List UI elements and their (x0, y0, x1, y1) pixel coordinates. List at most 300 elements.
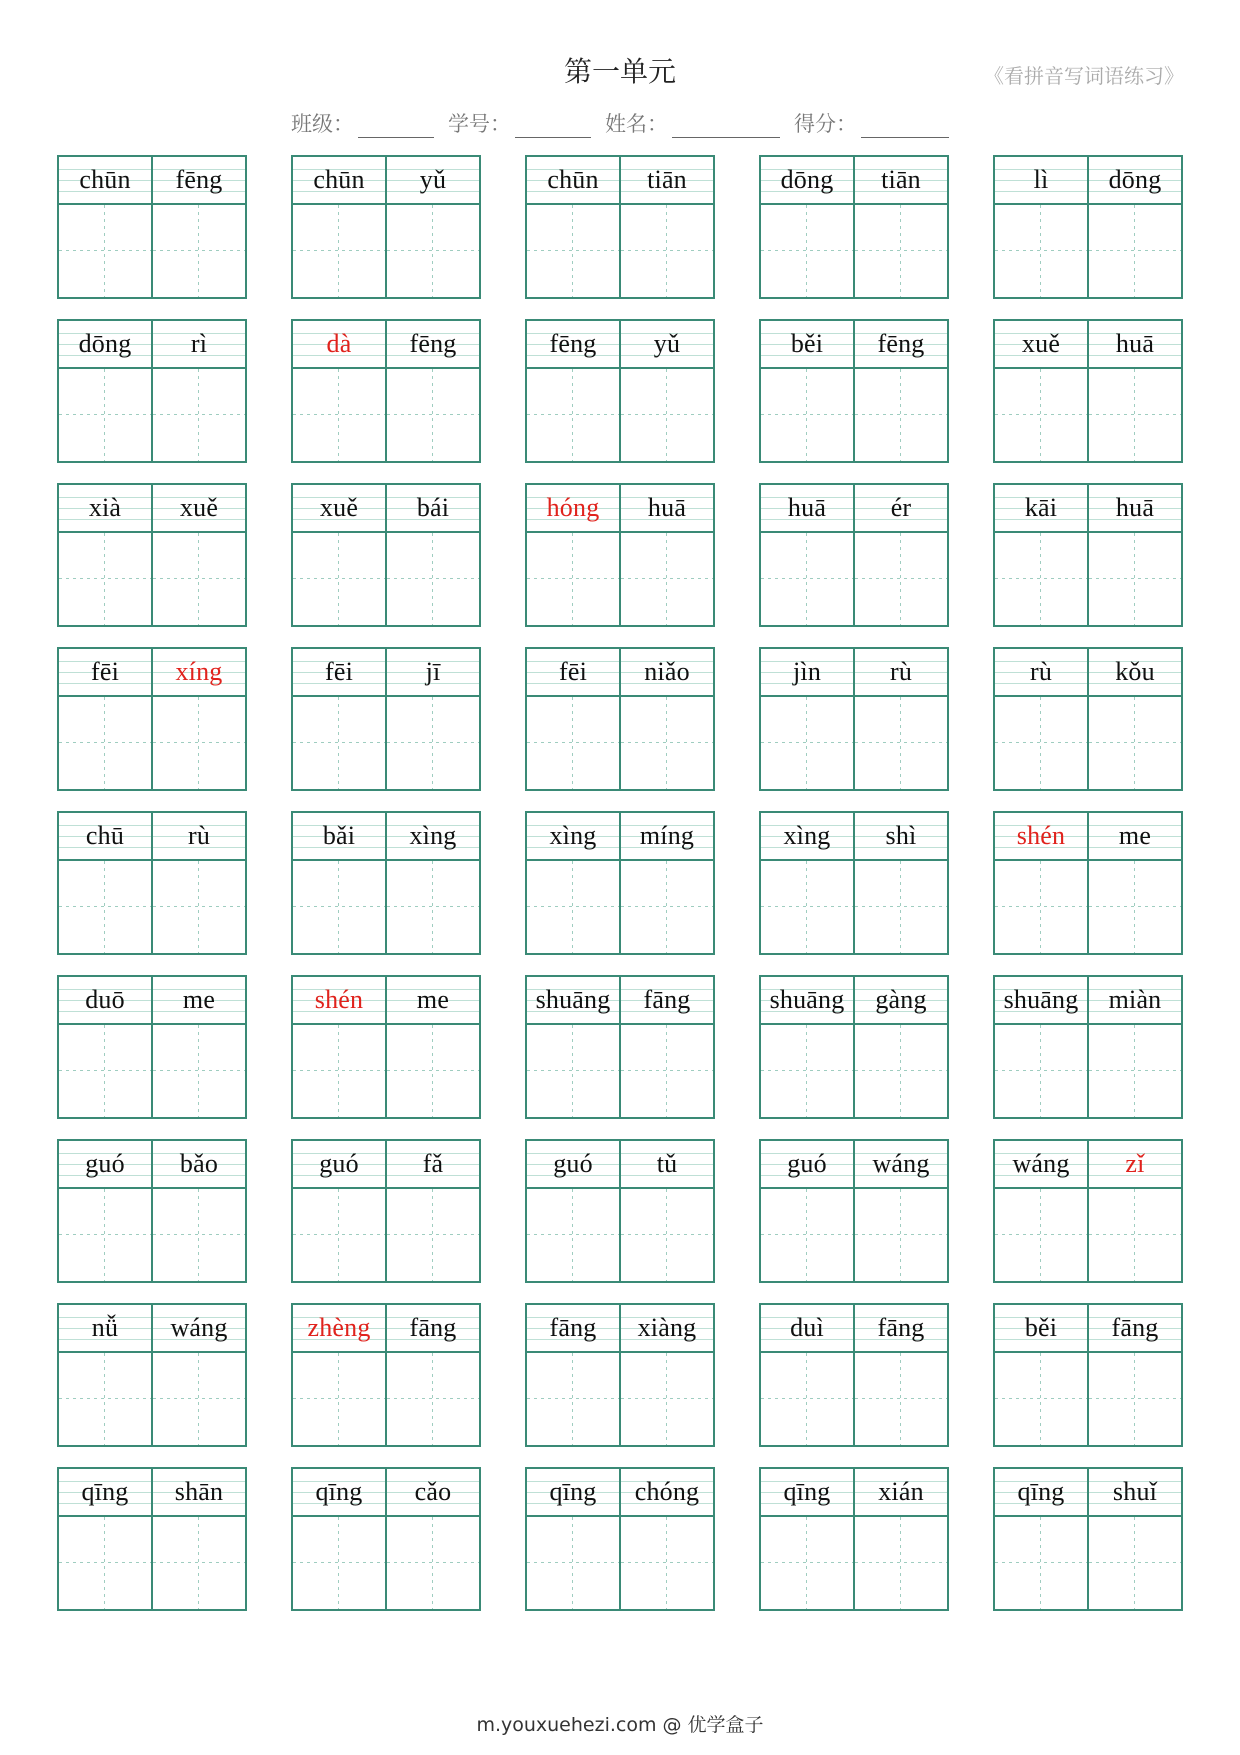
writing-row (527, 205, 713, 297)
pinyin-syllable: rù (889, 657, 913, 686)
character-writing-box[interactable] (1089, 697, 1181, 789)
character-writing-box[interactable] (527, 861, 621, 953)
character-writing-box[interactable] (59, 1189, 153, 1281)
pinyin-row (59, 485, 245, 533)
pinyin-row (527, 649, 713, 697)
pinyin-row (293, 1469, 479, 1517)
pinyin-syllable: shén (293, 977, 387, 1023)
character-writing-box[interactable] (387, 697, 479, 789)
pinyin-syllable: shuāng (527, 977, 621, 1023)
word-card (291, 811, 481, 955)
character-writing-box[interactable] (855, 369, 947, 461)
character-writing-box[interactable] (153, 1025, 245, 1117)
character-writing-box[interactable] (621, 697, 713, 789)
pinyin-row (293, 1305, 479, 1353)
writing-row (59, 533, 245, 625)
character-writing-box[interactable] (59, 697, 153, 789)
pinyin-row (293, 813, 479, 861)
student-id-label: 学号： (448, 112, 511, 136)
character-writing-box[interactable] (387, 1025, 479, 1117)
footer-credit: m.youxuehezi.com @ 优学盒子 (476, 1714, 764, 1736)
character-writing-box[interactable] (293, 1353, 387, 1445)
student-id-field[interactable] (448, 108, 591, 138)
writing-row (995, 861, 1181, 953)
character-writing-box[interactable] (621, 1353, 713, 1445)
character-writing-box[interactable] (387, 369, 479, 461)
character-writing-box[interactable] (1089, 533, 1181, 625)
pinyin-row (59, 1141, 245, 1189)
word-card (759, 319, 949, 463)
pinyin-syllable: xíng (175, 657, 223, 686)
pinyin-syllable: shuǐ (1112, 1477, 1158, 1506)
character-writing-box[interactable] (293, 1517, 387, 1609)
character-writing-box[interactable] (387, 861, 479, 953)
character-writing-box[interactable] (1089, 369, 1181, 461)
class-field[interactable] (291, 108, 434, 138)
writing-row (59, 1189, 245, 1281)
character-writing-box[interactable] (761, 369, 855, 461)
pinyin-row (995, 1469, 1181, 1517)
character-writing-box[interactable] (761, 697, 855, 789)
worksheet-subtitle: 《看拼音写词语练习》 (984, 64, 1184, 88)
pinyin-row (293, 485, 479, 533)
word-card (759, 647, 949, 791)
pinyin-syllable: shān (174, 1477, 224, 1506)
pinyin-syllable: xìng (527, 813, 621, 859)
character-writing-box[interactable] (761, 1025, 855, 1117)
word-card (291, 319, 481, 463)
pinyin-row (59, 157, 245, 205)
character-writing-box[interactable] (1089, 205, 1181, 297)
pinyin-row (59, 813, 245, 861)
score-label: 得分： (794, 112, 857, 136)
pinyin-syllable: huā (761, 485, 855, 531)
pinyin-row (293, 157, 479, 205)
character-writing-box[interactable] (153, 533, 245, 625)
writing-row (527, 1189, 713, 1281)
pinyin-syllable: bǎi (293, 813, 387, 859)
pinyin-syllable: rù (995, 649, 1089, 695)
name-blank[interactable] (672, 115, 780, 138)
pinyin-syllable: xìng (409, 821, 457, 850)
word-card (525, 1139, 715, 1283)
name-field[interactable] (605, 108, 780, 138)
word-card (525, 647, 715, 791)
character-writing-box[interactable] (293, 697, 387, 789)
writing-row (761, 1517, 947, 1609)
pinyin-syllable: tǔ (656, 1149, 678, 1178)
word-card (993, 155, 1183, 299)
character-writing-box[interactable] (1089, 861, 1181, 953)
character-writing-box[interactable] (855, 1353, 947, 1445)
pinyin-row (59, 321, 245, 369)
character-writing-box[interactable] (761, 205, 855, 297)
writing-row (995, 1025, 1181, 1117)
pinyin-syllable: huā (1115, 329, 1155, 358)
word-card (759, 1467, 949, 1611)
writing-row (761, 697, 947, 789)
pinyin-row (527, 1469, 713, 1517)
pinyin-row (995, 157, 1181, 205)
pinyin-syllable: dōng (1108, 165, 1162, 194)
writing-row (527, 697, 713, 789)
word-card (993, 1303, 1183, 1447)
pinyin-syllable: fāng (527, 1305, 621, 1351)
pinyin-syllable: fēi (527, 649, 621, 695)
character-writing-box[interactable] (621, 205, 713, 297)
pinyin-syllable: fēi (59, 649, 153, 695)
pinyin-syllable: fāng (877, 1313, 925, 1342)
writing-row (527, 861, 713, 953)
writing-row (293, 1353, 479, 1445)
pinyin-row (761, 813, 947, 861)
writing-row (293, 369, 479, 461)
writing-row (59, 1025, 245, 1117)
pinyin-row (761, 1469, 947, 1517)
pinyin-syllable: fāng (409, 1313, 457, 1342)
character-writing-box[interactable] (387, 1353, 479, 1445)
character-writing-box[interactable] (153, 861, 245, 953)
pinyin-syllable: míng (639, 821, 695, 850)
pinyin-row (527, 1141, 713, 1189)
writing-row (293, 1025, 479, 1117)
pinyin-row (527, 321, 713, 369)
character-writing-box[interactable] (855, 205, 947, 297)
writing-row (59, 205, 245, 297)
pinyin-row (761, 1141, 947, 1189)
character-writing-box[interactable] (621, 1025, 713, 1117)
pinyin-syllable: shuāng (761, 977, 855, 1023)
pinyin-row (761, 977, 947, 1025)
pinyin-syllable: lì (995, 157, 1089, 203)
pinyin-syllable: ér (890, 493, 912, 522)
character-writing-box[interactable] (761, 533, 855, 625)
word-card (291, 483, 481, 627)
character-writing-box[interactable] (59, 1353, 153, 1445)
character-writing-box[interactable] (855, 1189, 947, 1281)
pinyin-syllable: xián (878, 1477, 924, 1506)
word-card (993, 647, 1183, 791)
pinyin-syllable: guó (761, 1141, 855, 1187)
character-writing-box[interactable] (995, 1353, 1089, 1445)
word-card (291, 647, 481, 791)
character-writing-box[interactable] (59, 1025, 153, 1117)
character-writing-box[interactable] (527, 533, 621, 625)
character-writing-box[interactable] (995, 369, 1089, 461)
pinyin-syllable: nǚ (59, 1305, 153, 1351)
pinyin-syllable: xìng (761, 813, 855, 859)
pinyin-syllable: huā (647, 493, 687, 522)
character-writing-box[interactable] (387, 533, 479, 625)
pinyin-syllable: me (416, 985, 450, 1014)
writing-row (761, 369, 947, 461)
pinyin-syllable: fēng (877, 329, 925, 358)
character-writing-box[interactable] (293, 1189, 387, 1281)
word-card (993, 483, 1183, 627)
writing-row (761, 1353, 947, 1445)
word-card (993, 1467, 1183, 1611)
pinyin-syllable: guó (293, 1141, 387, 1187)
word-card (759, 1303, 949, 1447)
pinyin-syllable: kāi (995, 485, 1089, 531)
writing-row (995, 533, 1181, 625)
writing-row (995, 1517, 1181, 1609)
word-card (57, 483, 247, 627)
character-writing-box[interactable] (293, 861, 387, 953)
page-title: 第一单元 (563, 55, 676, 88)
writing-row (293, 205, 479, 297)
character-writing-box[interactable] (153, 697, 245, 789)
character-writing-box[interactable] (527, 697, 621, 789)
word-card (993, 319, 1183, 463)
pinyin-syllable: yǔ (419, 165, 447, 194)
character-writing-box[interactable] (527, 1353, 621, 1445)
pinyin-syllable: jī (425, 657, 441, 686)
character-writing-box[interactable] (153, 1353, 245, 1445)
pinyin-row (995, 321, 1181, 369)
writing-row (293, 1517, 479, 1609)
pinyin-row (527, 1305, 713, 1353)
pinyin-row (761, 649, 947, 697)
writing-row (59, 861, 245, 953)
word-card (291, 1139, 481, 1283)
word-card (993, 1139, 1183, 1283)
word-card (759, 155, 949, 299)
writing-row (995, 369, 1181, 461)
pinyin-row (293, 321, 479, 369)
score-field[interactable] (794, 108, 949, 138)
word-card (759, 483, 949, 627)
writing-row (761, 1189, 947, 1281)
character-writing-box[interactable] (1089, 1517, 1181, 1609)
writing-row (995, 1189, 1181, 1281)
writing-row (59, 369, 245, 461)
pinyin-row (761, 157, 947, 205)
pinyin-row (527, 977, 713, 1025)
character-writing-box[interactable] (387, 205, 479, 297)
pinyin-syllable: qīng (761, 1469, 855, 1515)
pinyin-row (995, 1305, 1181, 1353)
pinyin-syllable: běi (761, 321, 855, 367)
character-writing-box[interactable] (1089, 1189, 1181, 1281)
writing-row (995, 205, 1181, 297)
word-card (291, 1467, 481, 1611)
pinyin-syllable: qīng (527, 1469, 621, 1515)
character-writing-box[interactable] (527, 205, 621, 297)
character-writing-box[interactable] (293, 205, 387, 297)
writing-row (293, 697, 479, 789)
word-card (57, 1303, 247, 1447)
pinyin-row (761, 1305, 947, 1353)
writing-row (59, 1517, 245, 1609)
pinyin-syllable: xuě (179, 493, 219, 522)
character-writing-box[interactable] (153, 369, 245, 461)
pinyin-row (293, 1141, 479, 1189)
pinyin-syllable: běi (995, 1305, 1089, 1351)
word-card (57, 155, 247, 299)
word-card (57, 975, 247, 1119)
pinyin-row (995, 813, 1181, 861)
word-card (525, 155, 715, 299)
character-writing-box[interactable] (995, 1025, 1089, 1117)
writing-row (527, 533, 713, 625)
pinyin-syllable: wáng (872, 1149, 930, 1178)
character-writing-box[interactable] (293, 1025, 387, 1117)
character-writing-box[interactable] (621, 1189, 713, 1281)
character-writing-box[interactable] (761, 861, 855, 953)
character-writing-box[interactable] (59, 533, 153, 625)
pinyin-syllable: xuě (995, 321, 1089, 367)
word-card (291, 975, 481, 1119)
pinyin-syllable: shuāng (995, 977, 1089, 1023)
character-writing-box[interactable] (59, 1517, 153, 1609)
pinyin-row (293, 977, 479, 1025)
character-writing-box[interactable] (855, 1517, 947, 1609)
word-card (525, 319, 715, 463)
character-writing-box[interactable] (995, 861, 1089, 953)
character-writing-box[interactable] (995, 697, 1089, 789)
pinyin-syllable: jìn (761, 649, 855, 695)
character-writing-box[interactable] (527, 369, 621, 461)
character-writing-box[interactable] (387, 1189, 479, 1281)
pinyin-syllable: tiān (647, 165, 687, 194)
pinyin-syllable: dà (293, 321, 387, 367)
character-writing-box[interactable] (761, 1517, 855, 1609)
character-writing-box[interactable] (1089, 1353, 1181, 1445)
pinyin-syllable: xuě (293, 485, 387, 531)
pinyin-syllable: chūn (59, 157, 153, 203)
pinyin-syllable: bǎo (179, 1149, 219, 1178)
student-info-row (0, 108, 1240, 138)
pinyin-syllable: dōng (59, 321, 153, 367)
word-card (759, 811, 949, 955)
pinyin-syllable: zhèng (293, 1305, 387, 1351)
writing-row (59, 1353, 245, 1445)
character-writing-box[interactable] (527, 1025, 621, 1117)
character-writing-box[interactable] (527, 1189, 621, 1281)
word-card (57, 1467, 247, 1611)
word-card (525, 483, 715, 627)
character-writing-box[interactable] (1089, 1025, 1181, 1117)
character-writing-box[interactable] (293, 369, 387, 461)
character-writing-box[interactable] (621, 533, 713, 625)
pinyin-row (59, 649, 245, 697)
character-writing-box[interactable] (855, 533, 947, 625)
word-card (993, 811, 1183, 955)
character-writing-box[interactable] (855, 861, 947, 953)
score-blank[interactable] (861, 115, 949, 138)
pinyin-syllable: cǎo (414, 1477, 452, 1506)
character-writing-box[interactable] (995, 1189, 1089, 1281)
pinyin-syllable: guó (527, 1141, 621, 1187)
pinyin-syllable: qīng (293, 1469, 387, 1515)
word-card (525, 1467, 715, 1611)
word-card (291, 155, 481, 299)
pinyin-row (995, 649, 1181, 697)
pinyin-syllable: dōng (761, 157, 855, 203)
pinyin-syllable: fǎ (422, 1149, 444, 1178)
pinyin-syllable: chū (59, 813, 153, 859)
pinyin-syllable: fāng (643, 985, 691, 1014)
character-writing-box[interactable] (621, 861, 713, 953)
pinyin-syllable: guó (59, 1141, 153, 1187)
writing-row (293, 1189, 479, 1281)
writing-row (527, 1517, 713, 1609)
writing-row (995, 1353, 1181, 1445)
character-writing-box[interactable] (153, 1189, 245, 1281)
name-label: 姓名： (605, 112, 668, 136)
writing-row (761, 861, 947, 953)
character-writing-box[interactable] (855, 1025, 947, 1117)
word-card (525, 975, 715, 1119)
character-writing-box[interactable] (153, 205, 245, 297)
character-writing-box[interactable] (387, 1517, 479, 1609)
character-writing-box[interactable] (59, 369, 153, 461)
pinyin-syllable: fēng (409, 329, 457, 358)
word-grid (57, 155, 1183, 1611)
character-writing-box[interactable] (995, 205, 1089, 297)
pinyin-syllable: bái (416, 493, 450, 522)
pinyin-syllable: wáng (170, 1313, 228, 1342)
word-card (525, 1303, 715, 1447)
character-writing-box[interactable] (761, 1353, 855, 1445)
character-writing-box[interactable] (761, 1189, 855, 1281)
pinyin-syllable: rù (187, 821, 211, 850)
pinyin-row (59, 977, 245, 1025)
word-card (759, 975, 949, 1119)
character-writing-box[interactable] (293, 533, 387, 625)
character-writing-box[interactable] (153, 1517, 245, 1609)
class-blank[interactable] (358, 115, 434, 138)
pinyin-row (761, 321, 947, 369)
word-card (57, 319, 247, 463)
pinyin-syllable: duì (761, 1305, 855, 1351)
word-card (57, 1139, 247, 1283)
writing-row (761, 205, 947, 297)
character-writing-box[interactable] (59, 861, 153, 953)
character-writing-box[interactable] (855, 697, 947, 789)
writing-row (761, 533, 947, 625)
pinyin-syllable: gàng (875, 985, 927, 1014)
student-id-blank[interactable] (515, 115, 591, 138)
character-writing-box[interactable] (621, 1517, 713, 1609)
pinyin-syllable: yǔ (653, 329, 681, 358)
character-writing-box[interactable] (59, 205, 153, 297)
pinyin-syllable: kǒu (1115, 657, 1155, 686)
writing-row (527, 1025, 713, 1117)
pinyin-syllable: fēi (293, 649, 387, 695)
word-card (525, 811, 715, 955)
pinyin-row (527, 157, 713, 205)
pinyin-row (59, 1305, 245, 1353)
character-writing-box[interactable] (995, 1517, 1089, 1609)
pinyin-syllable: fāng (1111, 1313, 1159, 1342)
pinyin-syllable: xià (59, 485, 153, 531)
pinyin-syllable: qīng (995, 1469, 1089, 1515)
pinyin-syllable: me (182, 985, 216, 1014)
word-card (57, 647, 247, 791)
pinyin-row (995, 977, 1181, 1025)
writing-row (59, 697, 245, 789)
character-writing-box[interactable] (621, 369, 713, 461)
pinyin-row (995, 485, 1181, 533)
pinyin-syllable: huā (1115, 493, 1155, 522)
character-writing-box[interactable] (995, 533, 1089, 625)
pinyin-syllable: chóng (634, 1477, 700, 1506)
word-card (291, 1303, 481, 1447)
character-writing-box[interactable] (527, 1517, 621, 1609)
pinyin-syllable: wáng (995, 1141, 1089, 1187)
